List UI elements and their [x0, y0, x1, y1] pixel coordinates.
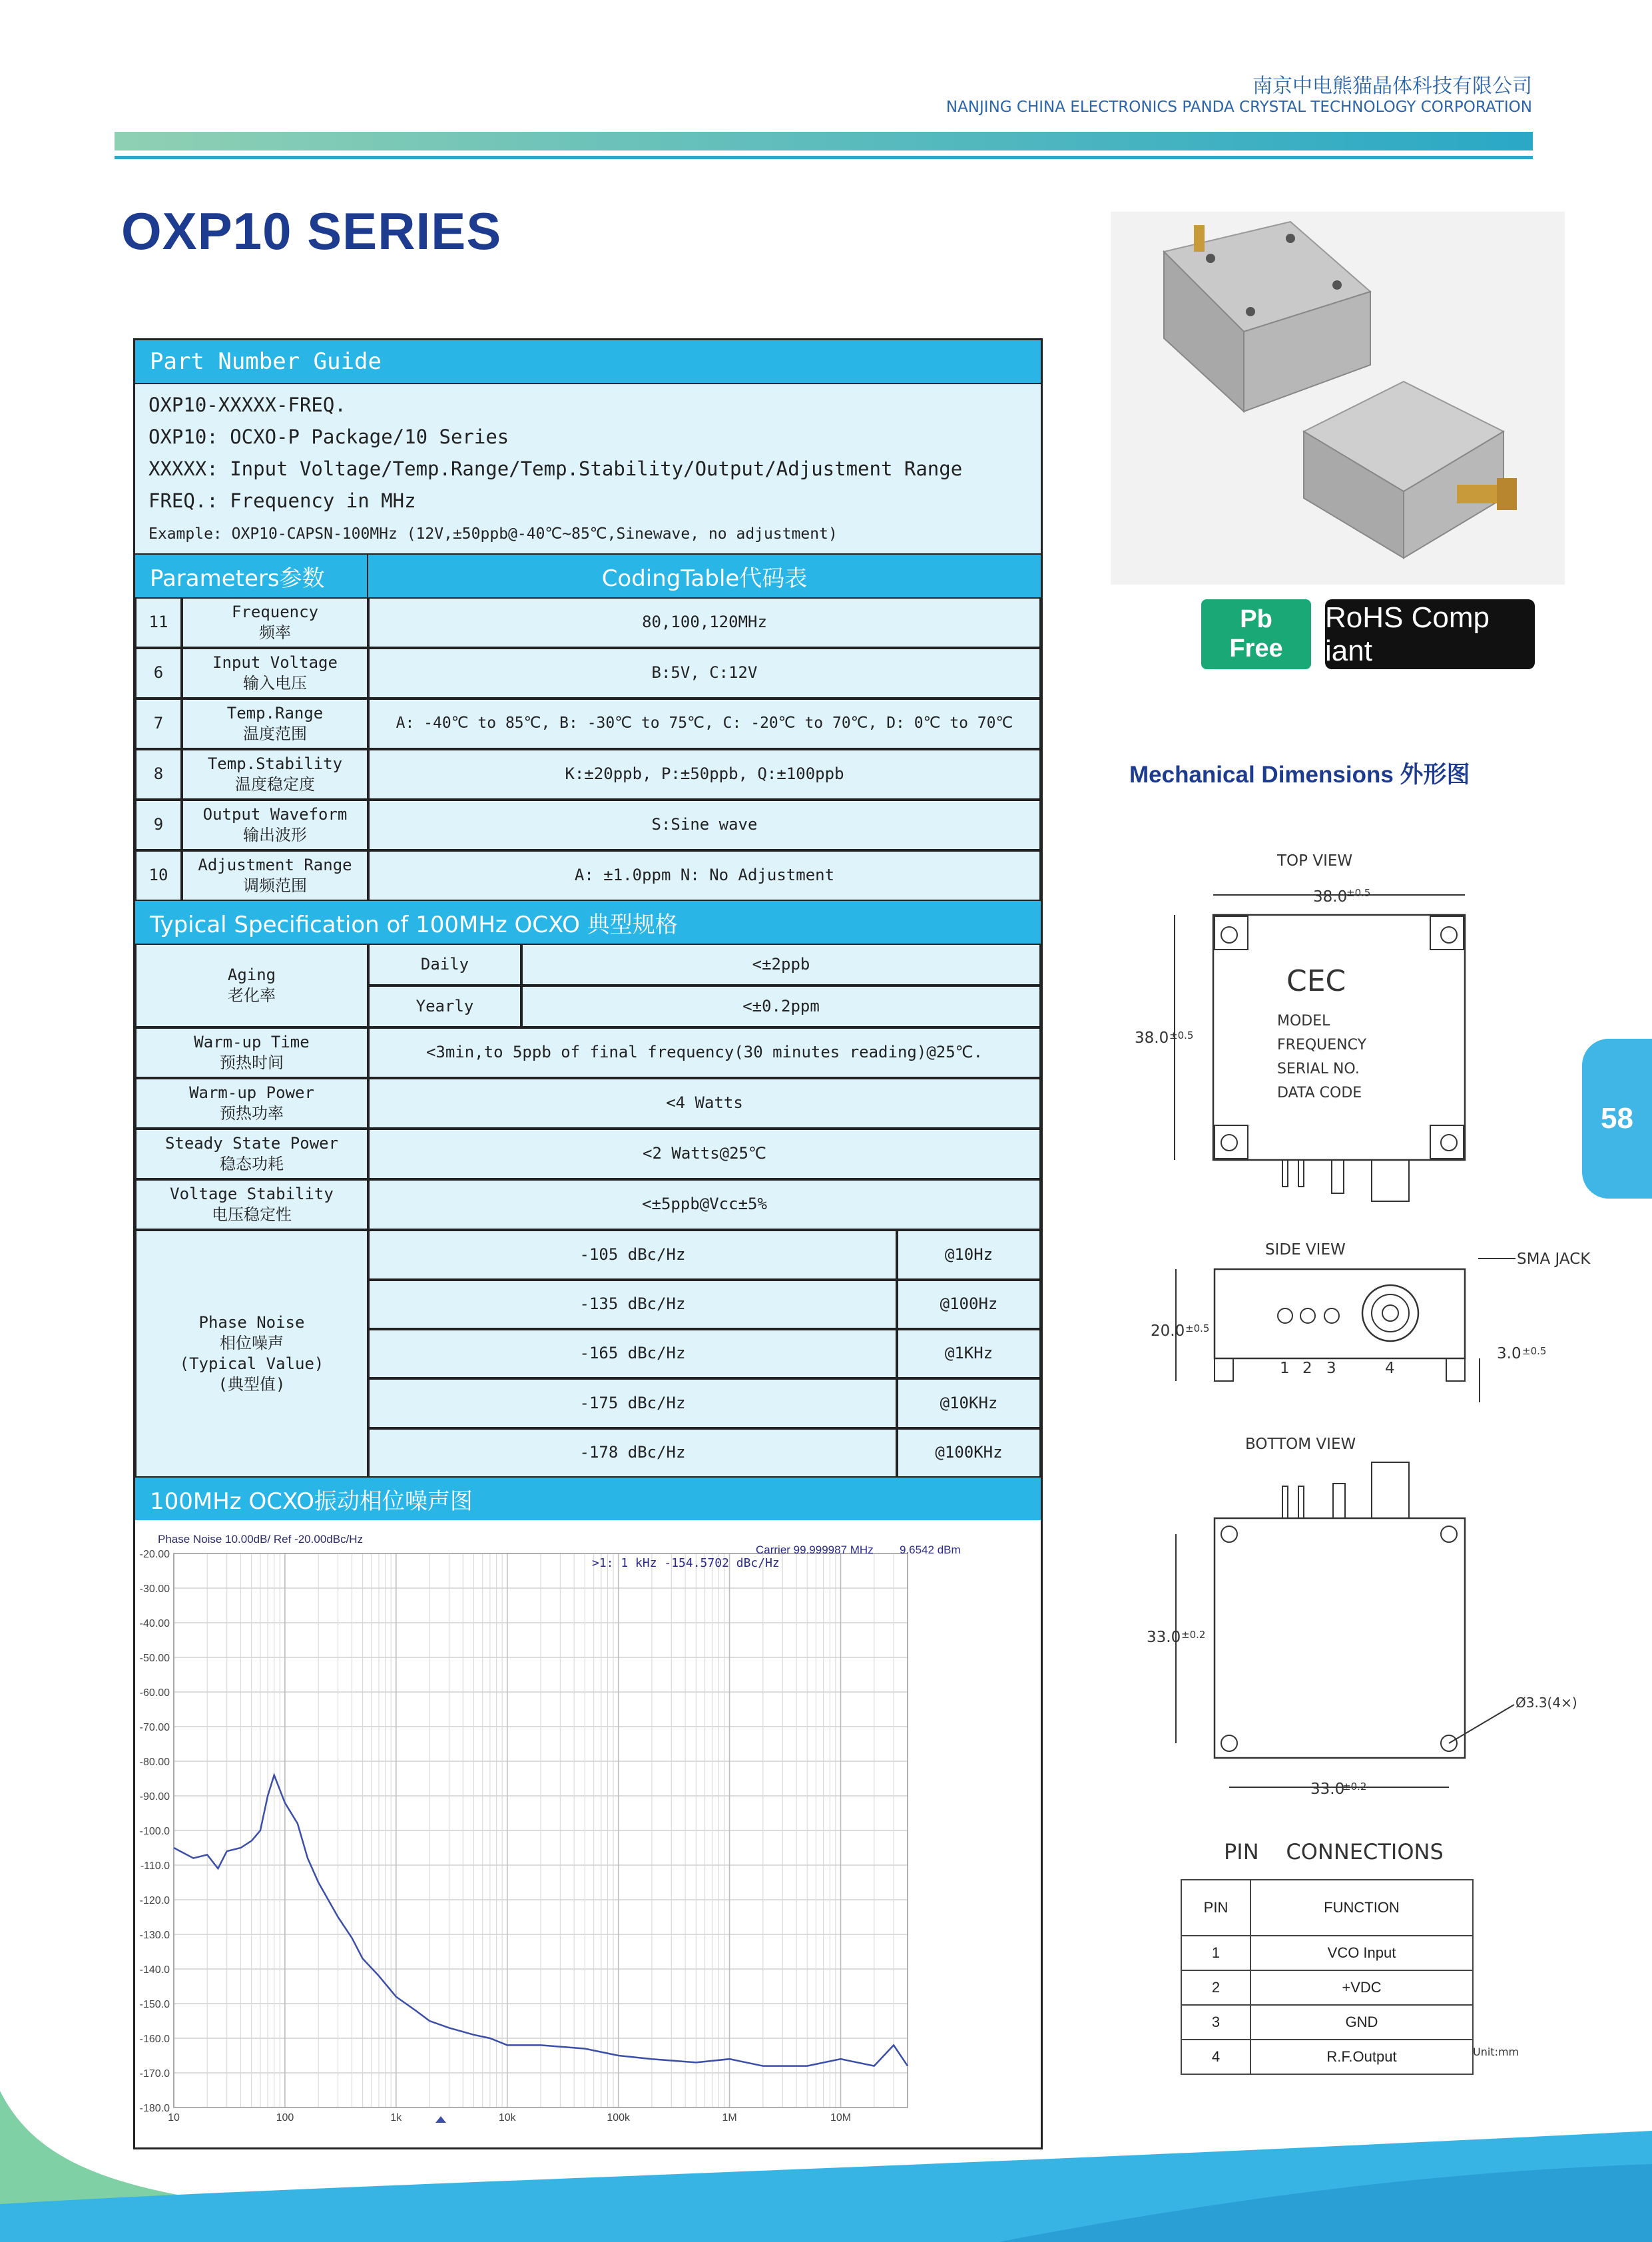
- coding-param-1: [182, 597, 368, 648]
- header-gradient-bar: [115, 132, 1533, 150]
- coding-param-cn-3: 温度范围: [243, 724, 307, 743]
- footer-wave: [0, 2091, 1652, 2242]
- coding-num-3: 7: [135, 699, 182, 749]
- function-cell-3: GND: [1250, 2005, 1473, 2040]
- y-tick-label: -150.0: [139, 1999, 170, 2010]
- spec-cn-3: 稳态功耗: [220, 1155, 284, 1173]
- phase-plot-header: 100MHz OCXO振动相位噪声图: [135, 1478, 1041, 1520]
- pb-free-badge: [1201, 599, 1311, 669]
- plot-carrier-level: 9.6542 dBm: [900, 1543, 961, 1556]
- pn-offset-5: @100KHz: [897, 1428, 1041, 1478]
- coding-param-cn-1: 频率: [259, 623, 291, 642]
- bottom-height-tol: ±0.2: [1181, 1629, 1206, 1641]
- coding-num-1: 11: [135, 597, 182, 648]
- pn-value-3: -165 dBc/Hz: [368, 1329, 897, 1378]
- coding-header-left: Parameters参数: [135, 555, 368, 597]
- coding-param-en-4: Temp.Stability: [207, 754, 343, 773]
- coding-param-2: [182, 648, 368, 699]
- side-view-label: SIDE VIEW: [1265, 1241, 1346, 1259]
- y-tick-label: -40.00: [139, 1618, 170, 1629]
- spec-label-1: [135, 1027, 368, 1078]
- pin-connections-table: [1181, 1879, 1474, 2075]
- y-tick-label: -80.00: [139, 1757, 170, 1768]
- bottom-height-dim: 33.0: [1147, 1629, 1181, 1646]
- company-name-en: NANJING CHINA ELECTRONICS PANDA CRYSTAL TECHNOLOGY CORPORATION: [946, 99, 1532, 116]
- pn-value-2: -135 dBc/Hz: [368, 1280, 897, 1329]
- spec-en-1: Warm-up Time: [194, 1032, 310, 1051]
- aging-yearly-value: <±0.2ppm: [521, 985, 1041, 1027]
- coding-param-en-5: Output Waveform: [202, 804, 348, 824]
- pn-offset-1: @10Hz: [897, 1230, 1041, 1280]
- coding-num-5: 9: [135, 800, 182, 850]
- pin-number-3: 3: [1326, 1360, 1336, 1377]
- y-tick-label: -90.00: [139, 1791, 170, 1803]
- pn-value-5: -178 dBc/Hz: [368, 1428, 897, 1478]
- y-tick-label: -130.0: [139, 1930, 170, 1941]
- label-cec: CEC: [1286, 964, 1346, 998]
- x-tick-label: 10: [168, 2112, 180, 2123]
- coding-param-cn-6: 调频范围: [243, 876, 307, 895]
- pb-line2: Free: [1229, 635, 1283, 663]
- x-tick-label: 1M: [722, 2112, 737, 2123]
- x-tick-label: 10k: [498, 2112, 516, 2123]
- coding-value-3: A: -40℃ to 85℃, B: -30℃ to 75℃, C: -20℃ to 70℃, D: 0℃ to 70℃: [368, 699, 1041, 749]
- spec-cn-2: 预热功率: [220, 1104, 284, 1123]
- phase-noise-chart: [135, 1520, 1041, 2147]
- coding-param-cn-2: 输入电压: [243, 674, 307, 693]
- phase-noise-typ-cn: (典型值): [218, 1375, 286, 1394]
- bottom-width-dim: 33.0: [1310, 1781, 1345, 1798]
- coding-num-2: 6: [135, 648, 182, 699]
- spec-value-1: <3min,to 5ppb of final frequency(30 minutes reading)@25℃.: [368, 1027, 1041, 1078]
- aging-cn: 老化率: [228, 986, 276, 1005]
- label-model: MODEL: [1277, 1013, 1330, 1029]
- y-tick-label: -120.0: [139, 1895, 170, 1906]
- plot-marker-readout: >1: 1 kHz -154.5702 dBc/Hz: [592, 1556, 780, 1570]
- mechanical-dimensions-title: Mechanical Dimensions 外形图: [1129, 762, 1470, 788]
- y-tick-label: -70.00: [139, 1722, 170, 1733]
- plot-top-left-label: Phase Noise 10.00dB/ Ref -20.00dBc/Hz: [158, 1533, 364, 1545]
- top-view-label: TOP VIEW: [1277, 852, 1353, 870]
- spec-en-4: Voltage Stability: [170, 1184, 334, 1203]
- pn-value-1: -105 dBc/Hz: [368, 1230, 897, 1280]
- bottom-view-body: [1215, 1518, 1465, 1758]
- top-height-tol: ±0.5: [1169, 1029, 1194, 1041]
- coding-param-4: [182, 749, 368, 800]
- spec-cn-4: 电压稳定性: [212, 1205, 292, 1224]
- spec-table: [133, 338, 1043, 2149]
- x-tick-label: 100k: [607, 2112, 631, 2123]
- aging-en: Aging: [227, 965, 276, 984]
- y-tick-label: -110.0: [140, 1860, 170, 1872]
- x-tick-label: 100: [276, 2112, 294, 2123]
- function-cell-1: VCO Input: [1250, 1936, 1473, 1970]
- coding-value-2: B:5V, C:12V: [368, 648, 1041, 699]
- spec-en-2: Warm-up Power: [189, 1083, 314, 1102]
- top-width-tol: ±0.5: [1346, 887, 1371, 899]
- pb-line1: Pb: [1240, 605, 1272, 633]
- plot-carrier: Carrier 99.999987 MHz: [756, 1543, 874, 1556]
- y-tick-label: -100.0: [139, 1826, 170, 1837]
- pin-number-2: 2: [1302, 1360, 1312, 1377]
- spec-value-3: <2 Watts@25℃: [368, 1129, 1041, 1179]
- pin-cell-3: 3: [1181, 2005, 1250, 2040]
- sma-jack-label: SMA JACK: [1517, 1251, 1591, 1268]
- function-head: FUNCTION: [1250, 1880, 1473, 1936]
- top-width-dim: 38.0: [1313, 888, 1348, 906]
- spec-label-4: [135, 1179, 368, 1230]
- pn-line-1: OXP10-XXXXX-FREQ.: [148, 394, 346, 416]
- phase-noise-cn: 相位噪声: [220, 1333, 284, 1352]
- unit-note: Unit:mm: [1473, 2046, 1519, 2058]
- coding-value-4: K:±20ppb, P:±50ppb, Q:±100ppb: [368, 749, 1041, 800]
- function-cell-4: R.F.Output: [1250, 2040, 1473, 2074]
- coding-value-5: S:Sine wave: [368, 800, 1041, 850]
- header-thin-bar: [115, 156, 1533, 159]
- coding-param-cn-5: 输出波形: [243, 826, 307, 844]
- coding-param-6: [182, 850, 368, 901]
- label-frequency: FREQUENCY: [1277, 1037, 1367, 1053]
- coding-param-en-6: Adjustment Range: [198, 855, 352, 874]
- pn-offset-2: @100Hz: [897, 1280, 1041, 1329]
- company-name-cn: 南京中电熊猫晶体科技有限公司: [1252, 75, 1532, 98]
- coding-value-6: A: ±1.0ppm N: No Adjustment: [368, 850, 1041, 901]
- page-number-tab: 58: [1582, 1039, 1652, 1199]
- spec-label-2: [135, 1078, 368, 1129]
- pn-example: Example: OXP10-CAPSN-100MHz (12V,±50ppb@-40℃~85℃,Sinewave, no adjustment): [148, 525, 838, 543]
- spec-en-3: Steady State Power: [164, 1133, 339, 1153]
- x-tick-label: 10M: [830, 2112, 852, 2123]
- y-tick-label: -140.0: [139, 1964, 170, 1976]
- coding-param-en-3: Temp.Range: [226, 703, 324, 722]
- pin-number-1: 1: [1280, 1360, 1290, 1377]
- y-tick-label: -20.00: [139, 1549, 170, 1560]
- x-tick-label: 1k: [390, 2112, 402, 2123]
- aging-yearly-label: Yearly: [368, 985, 521, 1027]
- aging-daily-value: <±2ppb: [521, 944, 1041, 985]
- hole-dim: Ø3.3(4×): [1515, 1695, 1577, 1711]
- spec-value-4: <±5ppb@Vcc±5%: [368, 1179, 1041, 1230]
- y-tick-label: -50.00: [139, 1653, 170, 1664]
- pn-line-3: XXXXX: Input Voltage/Temp.Range/Temp.Stability/Output/Adjustment Range: [148, 457, 963, 480]
- phase-noise-typ-en: (Typical Value): [179, 1354, 324, 1373]
- function-cell-2: +VDC: [1250, 1970, 1473, 2005]
- aging-daily-label: Daily: [368, 944, 521, 985]
- coding-param-en-1: Frequency: [231, 602, 319, 621]
- side-view-body: [1215, 1269, 1465, 1358]
- label-datacode: DATA CODE: [1277, 1085, 1362, 1101]
- coding-num-6: 10: [135, 850, 182, 901]
- side-height-dim: 20.0: [1151, 1322, 1185, 1340]
- pn-offset-3: @1KHz: [897, 1329, 1041, 1378]
- phase-noise-label: [135, 1230, 368, 1478]
- coding-param-3: [182, 699, 368, 749]
- top-height-dim: 38.0: [1135, 1029, 1169, 1047]
- mechanical-drawing: [1132, 846, 1591, 1871]
- spec-cn-1: 预热时间: [220, 1053, 284, 1072]
- spec-value-2: <4 Watts: [368, 1078, 1041, 1129]
- phase-noise-en: Phase Noise: [198, 1312, 305, 1332]
- side-pin-tol: ±0.5: [1522, 1345, 1547, 1357]
- pin-number-4: 4: [1385, 1360, 1395, 1377]
- y-tick-label: -160.0: [139, 2034, 170, 2045]
- pin-cell-2: 2: [1181, 1970, 1250, 2005]
- label-serial: SERIAL NO.: [1277, 1061, 1360, 1077]
- pn-line-2: OXP10: OCXO-P Package/10 Series: [148, 425, 509, 448]
- product-photo: [1111, 212, 1565, 585]
- rohs-badge: RoHS Comp iant: [1325, 599, 1535, 669]
- coding-param-5: [182, 800, 368, 850]
- pin-head: PIN: [1181, 1880, 1250, 1936]
- coding-param-cn-4: 温度稳定度: [235, 775, 315, 794]
- y-tick-label: -60.00: [139, 1687, 170, 1699]
- part-number-guide-body: [135, 383, 1041, 555]
- bottom-width-tol: ±0.2: [1342, 1781, 1367, 1793]
- pn-value-4: -175 dBc/Hz: [368, 1378, 897, 1428]
- pn-line-4: FREQ.: Frequency in MHz: [148, 489, 416, 512]
- coding-value-1: 80,100,120MHz: [368, 597, 1041, 648]
- side-height-tol: ±0.5: [1185, 1322, 1210, 1334]
- coding-header-right: CodingTable代码表: [368, 555, 1041, 597]
- y-tick-label: -30.00: [139, 1583, 170, 1595]
- coding-num-4: 8: [135, 749, 182, 800]
- spec-header: Typical Specification of 100MHz OCXO 典型规格: [135, 901, 1041, 944]
- pin-connections-title: PIN CONNECTIONS: [1224, 1839, 1444, 1864]
- bottom-view-label: BOTTOM VIEW: [1245, 1436, 1356, 1453]
- y-tick-label: -170.0: [139, 2068, 170, 2080]
- coding-param-en-2: Input Voltage: [212, 653, 338, 672]
- pin-cell-4: 4: [1181, 2040, 1250, 2074]
- part-number-guide-header: Part Number Guide: [135, 340, 1041, 383]
- pn-offset-4: @10KHz: [897, 1378, 1041, 1428]
- y-tick-label: -180.0: [139, 2103, 170, 2114]
- spec-label-3: [135, 1129, 368, 1179]
- aging-label: [135, 944, 368, 1027]
- pin-cell-1: 1: [1181, 1936, 1250, 1970]
- page-title: OXP10 SERIES: [121, 202, 502, 260]
- side-pin-dim: 3.0: [1497, 1345, 1521, 1362]
